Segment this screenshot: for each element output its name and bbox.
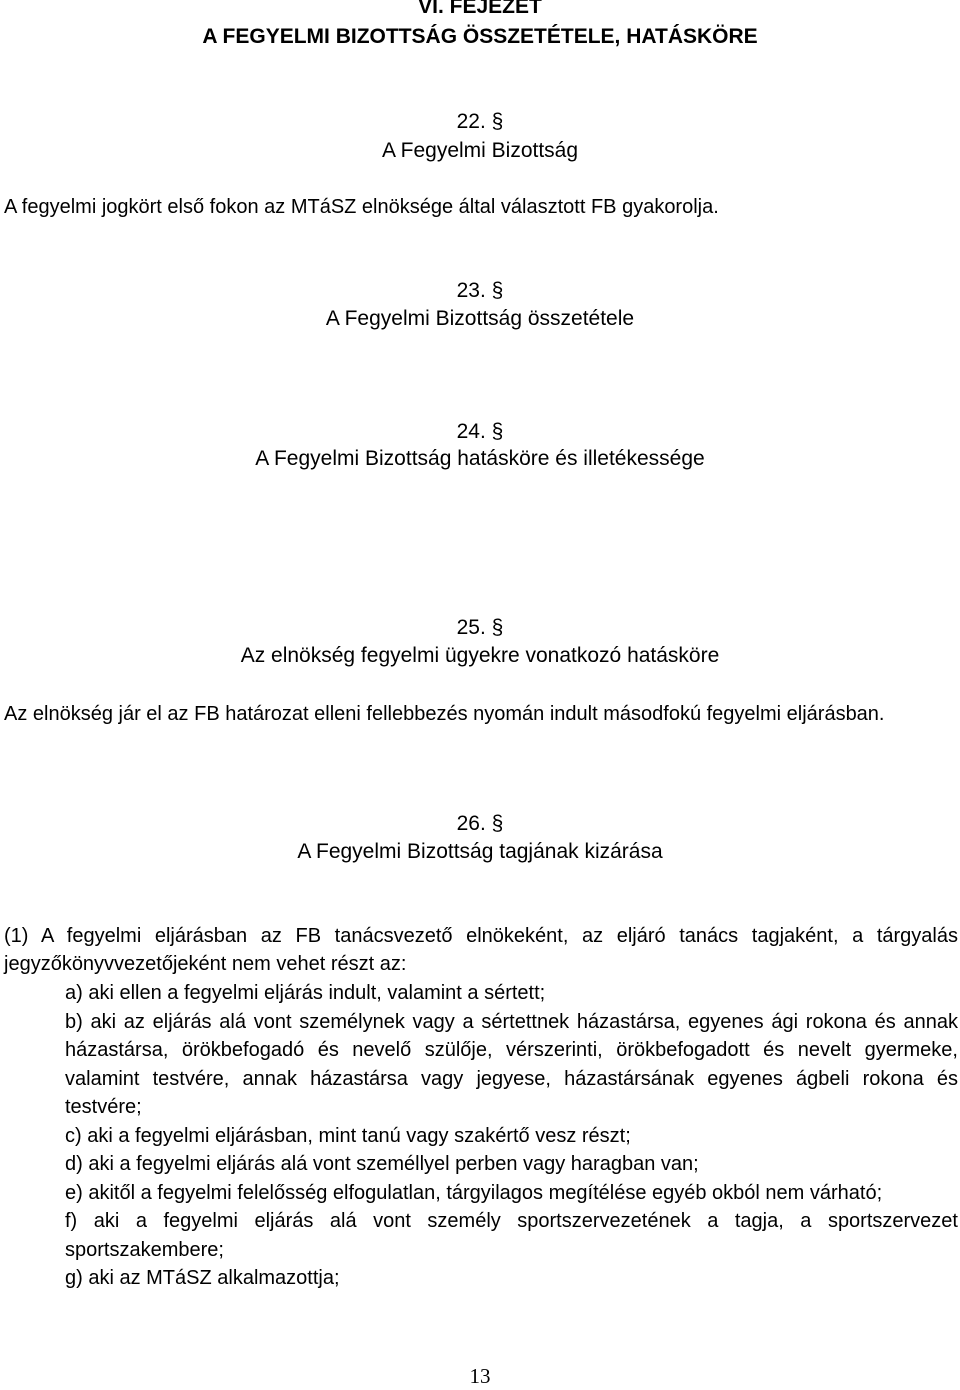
chapter-title: A FEGYELMI BIZOTTSÁG ÖSSZETÉTELE, HATÁSKÖRE	[202, 25, 758, 48]
section-25-text: Az elnökség jár el az FB határozat elleni fellebbezés nyomán indult másodfokú fegyelmi eljárásban.	[4, 703, 885, 725]
section-23-title: A Fegyelmi Bizottság összetétele	[325, 307, 635, 330]
list-item: a) aki ellen a fegyelmi eljárás indult, valamint a sértett;	[65, 982, 546, 1004]
section-mark-icon: §	[491, 279, 504, 302]
list-item: d) aki a fegyelmi eljárás alá vont személlyel perben vagy haragban van;	[65, 1153, 699, 1175]
section-mark-icon: §	[491, 110, 504, 133]
section-24-number: 24. §	[456, 420, 504, 443]
section-25-title: Az elnökség fegyelmi ügyekre vonatkozó hatásköre	[240, 644, 720, 667]
section-mark-icon: §	[491, 812, 504, 835]
list-item: f) aki a fegyelmi eljárás alá vont személy sportszervezetének a tagja, a sportszervezet sportszakembere;	[65, 1210, 958, 1261]
section-26-title: A Fegyelmi Bizottság tagjának kizárása	[297, 840, 663, 863]
section-22-title: A Fegyelmi Bizottság	[381, 139, 579, 162]
section-26-number: 26. §	[456, 812, 504, 835]
section-mark-icon: §	[491, 616, 504, 639]
page-number: 13	[469, 1364, 491, 1388]
list-item: g) aki az MTáSZ alkalmazottja;	[65, 1267, 340, 1289]
section-mark-icon: §	[491, 420, 504, 443]
section-25-number: 25. §	[456, 616, 504, 639]
list-item: c) aki a fegyelmi eljárásban, mint tanú vagy szakértő vesz részt;	[65, 1124, 631, 1147]
section-23-number: 23. §	[456, 279, 504, 302]
exclusion-list	[0, 979, 958, 1293]
list-item: b) aki az eljárás alá vont személynek vagy a sértettnek házastársa, egyenes ági rokona és annak házastársa, örökbefogadó és nevelő szülője, vérszerinti, örökbefogadott és nevelt gyermeke, valamint testvére, annak házastársa vagy jegyese, házastársának egyenes ágbeli rokona és testvére;	[65, 1010, 958, 1118]
list-item: e) akitől a fegyelmi felelősség elfogulatlan, tárgyilagos megítélése egyéb okból nem várható;	[65, 1181, 883, 1204]
section-26-intro: (1) A fegyelmi eljárásban az FB tanácsvezető elnökeként, az eljáró tanács tagjaként, a tárgyalás jegyzőkönyvvezetőjeként nem vehet részt az:	[4, 925, 958, 975]
section-22-text: A fegyelmi jogkört első fokon az MTáSZ elnöksége által választott FB gyakorolja.	[4, 196, 719, 218]
chapter-number: VI. FEJEZET	[418, 0, 542, 18]
section-24-title: A Fegyelmi Bizottság hatásköre és illetékessége	[255, 447, 705, 470]
section-22-number: 22. §	[456, 110, 504, 133]
